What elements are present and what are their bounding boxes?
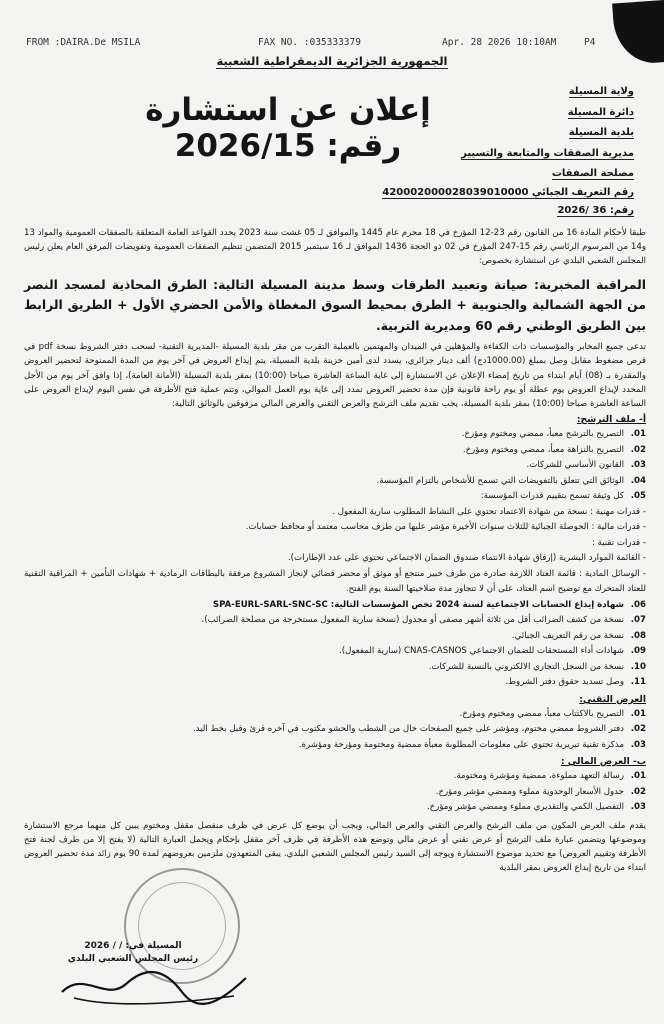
- subject-paragraph: المراقبة المخبرية: صيانة وتعبيد الطرقات وسط مدينة المسيلة التالية: الطرق المحاذية لمسجد النصر من الجهة الشمالية والجنوبية + الطرق بمحيط السوق المغطاة والأمن الحضري الأول + الطريق الرابط بين الطريق الوطني رقم 60 ومديرية التربية.: [24, 276, 646, 333]
- candidature-list: [24, 427, 646, 505]
- list-item: 02.جدول الأسعار الوحدوية مملوء وممضي مؤشر ومؤرخ.: [435, 786, 646, 797]
- admin-line-directorate: مديرية الصفقات والمتابعة والتسيير: [461, 147, 634, 159]
- list-item: 04.الوثائق التي تتعلق بالتفويضات التي تسمح للأشخاص بالتزام المؤسسة.: [376, 475, 646, 486]
- list-item: 09.شهادات أداء المستحقات للضمان الاجتماعي CNAS-CASNOS (سارية المفعول).: [339, 646, 646, 657]
- list-item: 06.شهادة إيداع الحسابات الاجتماعية لسنة 2024 تخص المؤسسات التالية: SPA-EURL-SARL-SNC-SC: [212, 599, 646, 610]
- handwritten-signature: [54, 958, 254, 1010]
- ref-number-line: رقم: 36 /2026: [557, 205, 634, 216]
- list-item: - الوسائل المادية : قائمة العتاد اللازمة صادرة من طرف خبير منتجع أو موثق أو محضر قضائي لإنجاز المشروع مرفقة بالبطاقات الرمادية + شهادات التأمين + المراقبة التقنية للعتاد المتحرك مع توضيح اسم العتاد، على أن لا تتجاوز مدة صلاحيتها السنة يوم الفتح.: [24, 568, 646, 595]
- list-item: 08.نسخة من رقم التعريف الجبائي.: [511, 630, 646, 641]
- admin-line-service: مصلحة الصفقات: [551, 168, 634, 179]
- list-item: 01.التصريح بالاكتتاب معبأ، ممضي ومختوم ومؤرخ.: [459, 708, 646, 719]
- nif-line: رقم التعريف الجبائي 420002000028039010000: [382, 187, 634, 198]
- admin-line-daira: دائرة المسيلة: [567, 106, 634, 118]
- signatory-title: رئيس المجلس الشعبي البلدي: [67, 954, 199, 964]
- list-item: 11.وصل تسديد حقوق دفتر الشروط.: [505, 677, 646, 688]
- closing-paragraph: يقدم ملف العرض المكون من ملف الترشح والعرض التقني والعرض المالي، ويجب أن يوضع كل عرض في ظرف منفصل مقفل ومختوم يبين كل منهما مرجع الاستشارة وموضوعها ويتضمن عبارة ملف الترشح أو عرض تقني أو عرض مالي وتوضع هذه الأظرفة في ظرف آخر مقفل بإحكام ويحمل العبارة التالية (لا يفتح إلا من طرف لجنة فتح الأظرفة وتقييم العروض) مع تحديد موضوع الاستشارة ويوجه إلى السيد رئيس المجلس الشعبي البلدي. يبقى المتعهدون ملزمين بعروضهم لمدة 90 يوم زائد مدة تحضير العروض ابتداء من تاريخ إيداع العروض بمقر البلدية: [24, 820, 647, 874]
- list-item: 05.كل وثيقة تسمح بتقييم قدرات المؤسسة:: [480, 491, 646, 502]
- fax-page: P4: [584, 37, 596, 48]
- republic-header: الجمهورية الجزائرية الديمقراطية الشعبية: [216, 54, 448, 68]
- list-item: - القائمة الموارد البشرية (إرفاق شهادة الانتماء صندوق الضمان الاجتماعي تحتوي على عدد الإطارات).: [287, 553, 646, 564]
- fax-number: FAX NO. :035333379: [258, 37, 361, 48]
- list-item: - قدرات تقنية :: [592, 537, 646, 548]
- reference-block: [334, 184, 634, 220]
- list-item: 10.نسخة من السجل التجاري الالكتروني بالنسبة للشركات.: [428, 661, 646, 672]
- candidature-heading: أ- ملف الترشح:: [576, 414, 646, 426]
- list-item: 03.التفصيل الكمي والتقديري مملوء وممضي مؤشر ومؤرخ.: [426, 802, 646, 813]
- list-item: 01.رسالة التعهد مملوءة، ممضية ومؤشرة ومختومة.: [453, 771, 646, 782]
- list-item: - قدرات مهنية : نسخة من شهادة الاعتماد تحتوي على النشاط المطلوب سارية المفعول .: [332, 506, 646, 517]
- list-item: 02.دفتر الشروط ممضي مختوم، ومؤشر على جميع الصفحات خال من الشطب والحشو مكتوب في آخره قرئ وقبل بخط اليد.: [192, 724, 646, 735]
- technical-heading: العرض التقني:: [579, 693, 646, 705]
- list-item: 03.القانون الأساسي للشركات.: [526, 460, 646, 471]
- consultation-title: إعلان عن استشارة رقم: 2026/15: [145, 92, 431, 164]
- list-item: - قدرات مالية : الحوصلة الجبائية للثلاث سنوات الأخيرة مؤشر عليها من طرف محاسب معتمد أو محافظ حسابات.: [245, 522, 646, 533]
- list-item: 01.التصريح بالترشح معبأ، ممضي ومختوم ومؤرخ.: [461, 429, 646, 440]
- fax-header: [26, 37, 614, 51]
- list-item: 07.نسخة من كشف الضرائب أقل من ثلاثة أشهر مصفى أو مجدول (نسخة سارية المفعول مستخرجة من مصلحة الضرائب).: [201, 615, 646, 626]
- capacity-list: [24, 505, 646, 598]
- technical-list: [24, 707, 646, 754]
- financial-list: [24, 769, 646, 816]
- fax-date: Apr. 28 2026 10:10AM: [442, 37, 557, 48]
- fax-from: FROM :DAIRA.De MSILA: [26, 37, 141, 48]
- signature-date: المسيلة في: / / 2026: [84, 941, 182, 951]
- list-item: 02.التصريح بالنزاهة معبأ، ممضي ومختوم ومؤرخ.: [462, 444, 646, 455]
- financial-heading: ب- العرض المالي :: [560, 756, 646, 768]
- announcement-body: [24, 226, 646, 877]
- candidature-list-continued: [24, 598, 646, 691]
- admin-line-commune: بلدية المسيلة: [568, 127, 634, 138]
- admin-line-wilaya: ولاية المسيلة: [568, 86, 634, 97]
- legal-paragraph: طبقا لأحكام المادة 16 من القانون رقم 23-12 المؤرخ في 18 محرم عام 1445 والموافق لـ 05 غشت سنة 2023 يحدد القواعد العامة المتعلقة بالصفقات العمومية والمواد 13 و14 من المرسوم الرئاسي رقم 15-247 المؤرخ في 02 ذو الحجة 1436 الموافق لـ 16 سبتمبر 2015 المتضمن تنظيم الصفقات العمومية وتفويضات المرفق العام يعلن رئيس المجلس الشعبي البلدي عن استشارة بخصوص:: [24, 228, 646, 267]
- invitation-paragraph: تدعى جميع المخابر والمؤسسات ذات الكفاءة والمؤهلين في الميدان والمهتمين بالعملية التقرب من مقر بلدية المسيلة -المديرية التقنية- لسحب دفتر الشروط نسخة pdf في قرص مضغوط مقابل وصل بمبلغ (1000.00دج) ألف دينار جزائري، يسدد لدى أمين خزينة بلدية المسيلة، يتم إيداع العروض في آخر يوم من المدة الممنوحة لتحضير العروض والمقدرة بـ (08) أيام ابتداء من تاريخ إمضاء الإعلان عن الاستشارة إلى غاية الساعة العاشرة صباحا (10:00) بمقر بلدية المسيلة (الأمانة العامة)، إذا وافق آخر يوم من الأجل المحدد لإيداع العروض يوم عطلة أو يوم راحة قانونية فإن مدة تحضير العروض تمدد إلى غاية يوم العمل الموالي، وتتم عملية فتح الأظرفة في نفس اليوم لإيداع العروض على الساعة العاشرة صباحا (10:00) بمقر بلدية المسيلة، يجب تقديم ملف الترشح والعرض التقني والعرض المالي مرفوقين بالوثائق التالية:: [24, 342, 647, 409]
- list-item: 03.مذكرة تقنية تبريرية تحتوي على معلومات المطلوبة معبأة ممضية ومختومة ومؤرخة ومؤشرة.: [298, 739, 646, 750]
